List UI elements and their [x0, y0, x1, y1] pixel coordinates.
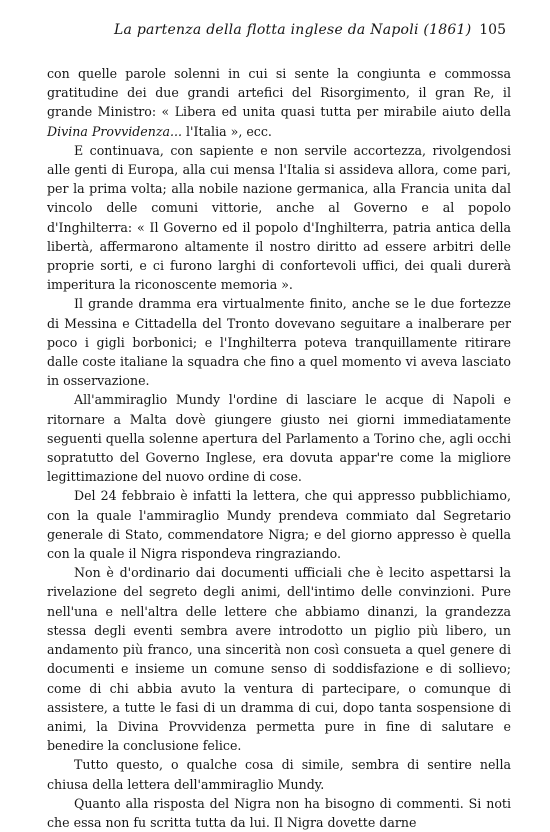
- body-text: [47, 64, 511, 832]
- paragraph-8: Quanto alla risposta del Nigra non ha bisogno di commenti. Si noti che essa non fu scritta tutta da lui. Il Nigra dovette darne: [47, 795, 511, 830]
- running-head: [46, 0, 510, 44]
- italic-phrase: Divina Provvidenza...: [47, 123, 183, 139]
- running-title: La partenza della flotta inglese da Napoli (1861): [114, 22, 472, 38]
- paragraph-4: All'ammiraglio Mundy l'ordine di lasciare le acque di Napoli e ritornare a Malta dovè giungere giusto nei giorni immediatamente seguenti quella solenne apertura del Parlamento a Torino che, agli occhi sopratutto del Governo Inglese, era dovuta appar're come la migliore legittimazione del nuovo ordine di cose.: [47, 392, 511, 485]
- paragraph-text: con quelle parole solenni in cui si sente la congiunta e commossa gratitudine dei due grandi artefici del Risorgimento, il gran Re, il grande Ministro: « Libera ed unita quasi tutta per mirabile aiuto della: [47, 66, 511, 120]
- paragraph-7: Tutto questo, o qualche cosa di simile, sembra di sentire nella chiusa della lettera dell'ammiraglio Mundy.: [47, 757, 511, 792]
- paragraph-text: l'Italia », ecc.: [182, 123, 272, 139]
- paragraph-3: Il grande dramma era virtualmente finito, anche se le due fortezze di Messina e Cittadella del Tronto dovevano seguitare a inalberare per poco i gigli borbonici; e l'Inghilterra poteva tranquillamente ritirare dalle coste italiane la squadra che fino a quel momento vi aveva lasciato in osservazione.: [47, 296, 511, 389]
- paragraph-6: Non è d'ordinario dai documenti ufficiali che è lecito aspettarsi la rivelazione del segreto degli animi, dell'intimo delle convinzioni. Pure nell'una e nell'altra delle lettere che abbiamo dinanzi, la grandezza stessa degli eventi sembra avere introdotto un piglio più libero, un andamento più franco, una sincerità non così consueta a quel genere di documenti e insieme un comune senso di soddisfazione e di sollievo; come di chi abbia avuto la ventura di partecipare, o comunque di assistere, a tutte le fasi di un dramma di cui, dopo tanta sospensione di animi, la Divina Provvidenza permetta pure in fine di salutare e benedire la conclusione felice.: [47, 565, 511, 754]
- paragraph-1: [47, 64, 511, 141]
- paragraph-2: E continuava, con sapiente e non servile accortezza, rivolgendosi alle genti di Europa, alla cui mensa l'Italia si assideva allora, come pari, per la prima volta; alla nobile nazione germanica, alla Francia unita dal vincolo delle comuni vittorie, anche al Governo e al popolo d'Inghilterra: « Il Governo ed il popolo d'Inghilterra, patria antica della libertà, affermarono altamente il nostro diritto ad essere arbitri delle proprie sorti, e ci furono larghi di confortevoli uffici, dei quali durerà imperitura la riconoscente memoria ».: [47, 142, 511, 293]
- page-number: 105: [479, 22, 506, 38]
- paragraph-5: Del 24 febbraio è infatti la lettera, che qui appresso pubblichiamo, con la quale l'ammiraglio Mundy prendeva commiato dal Segretario generale di Stato, commendatore Nigra; e del giorno appresso è quella con la quale il Nigra rispondeva ringraziando.: [47, 488, 511, 562]
